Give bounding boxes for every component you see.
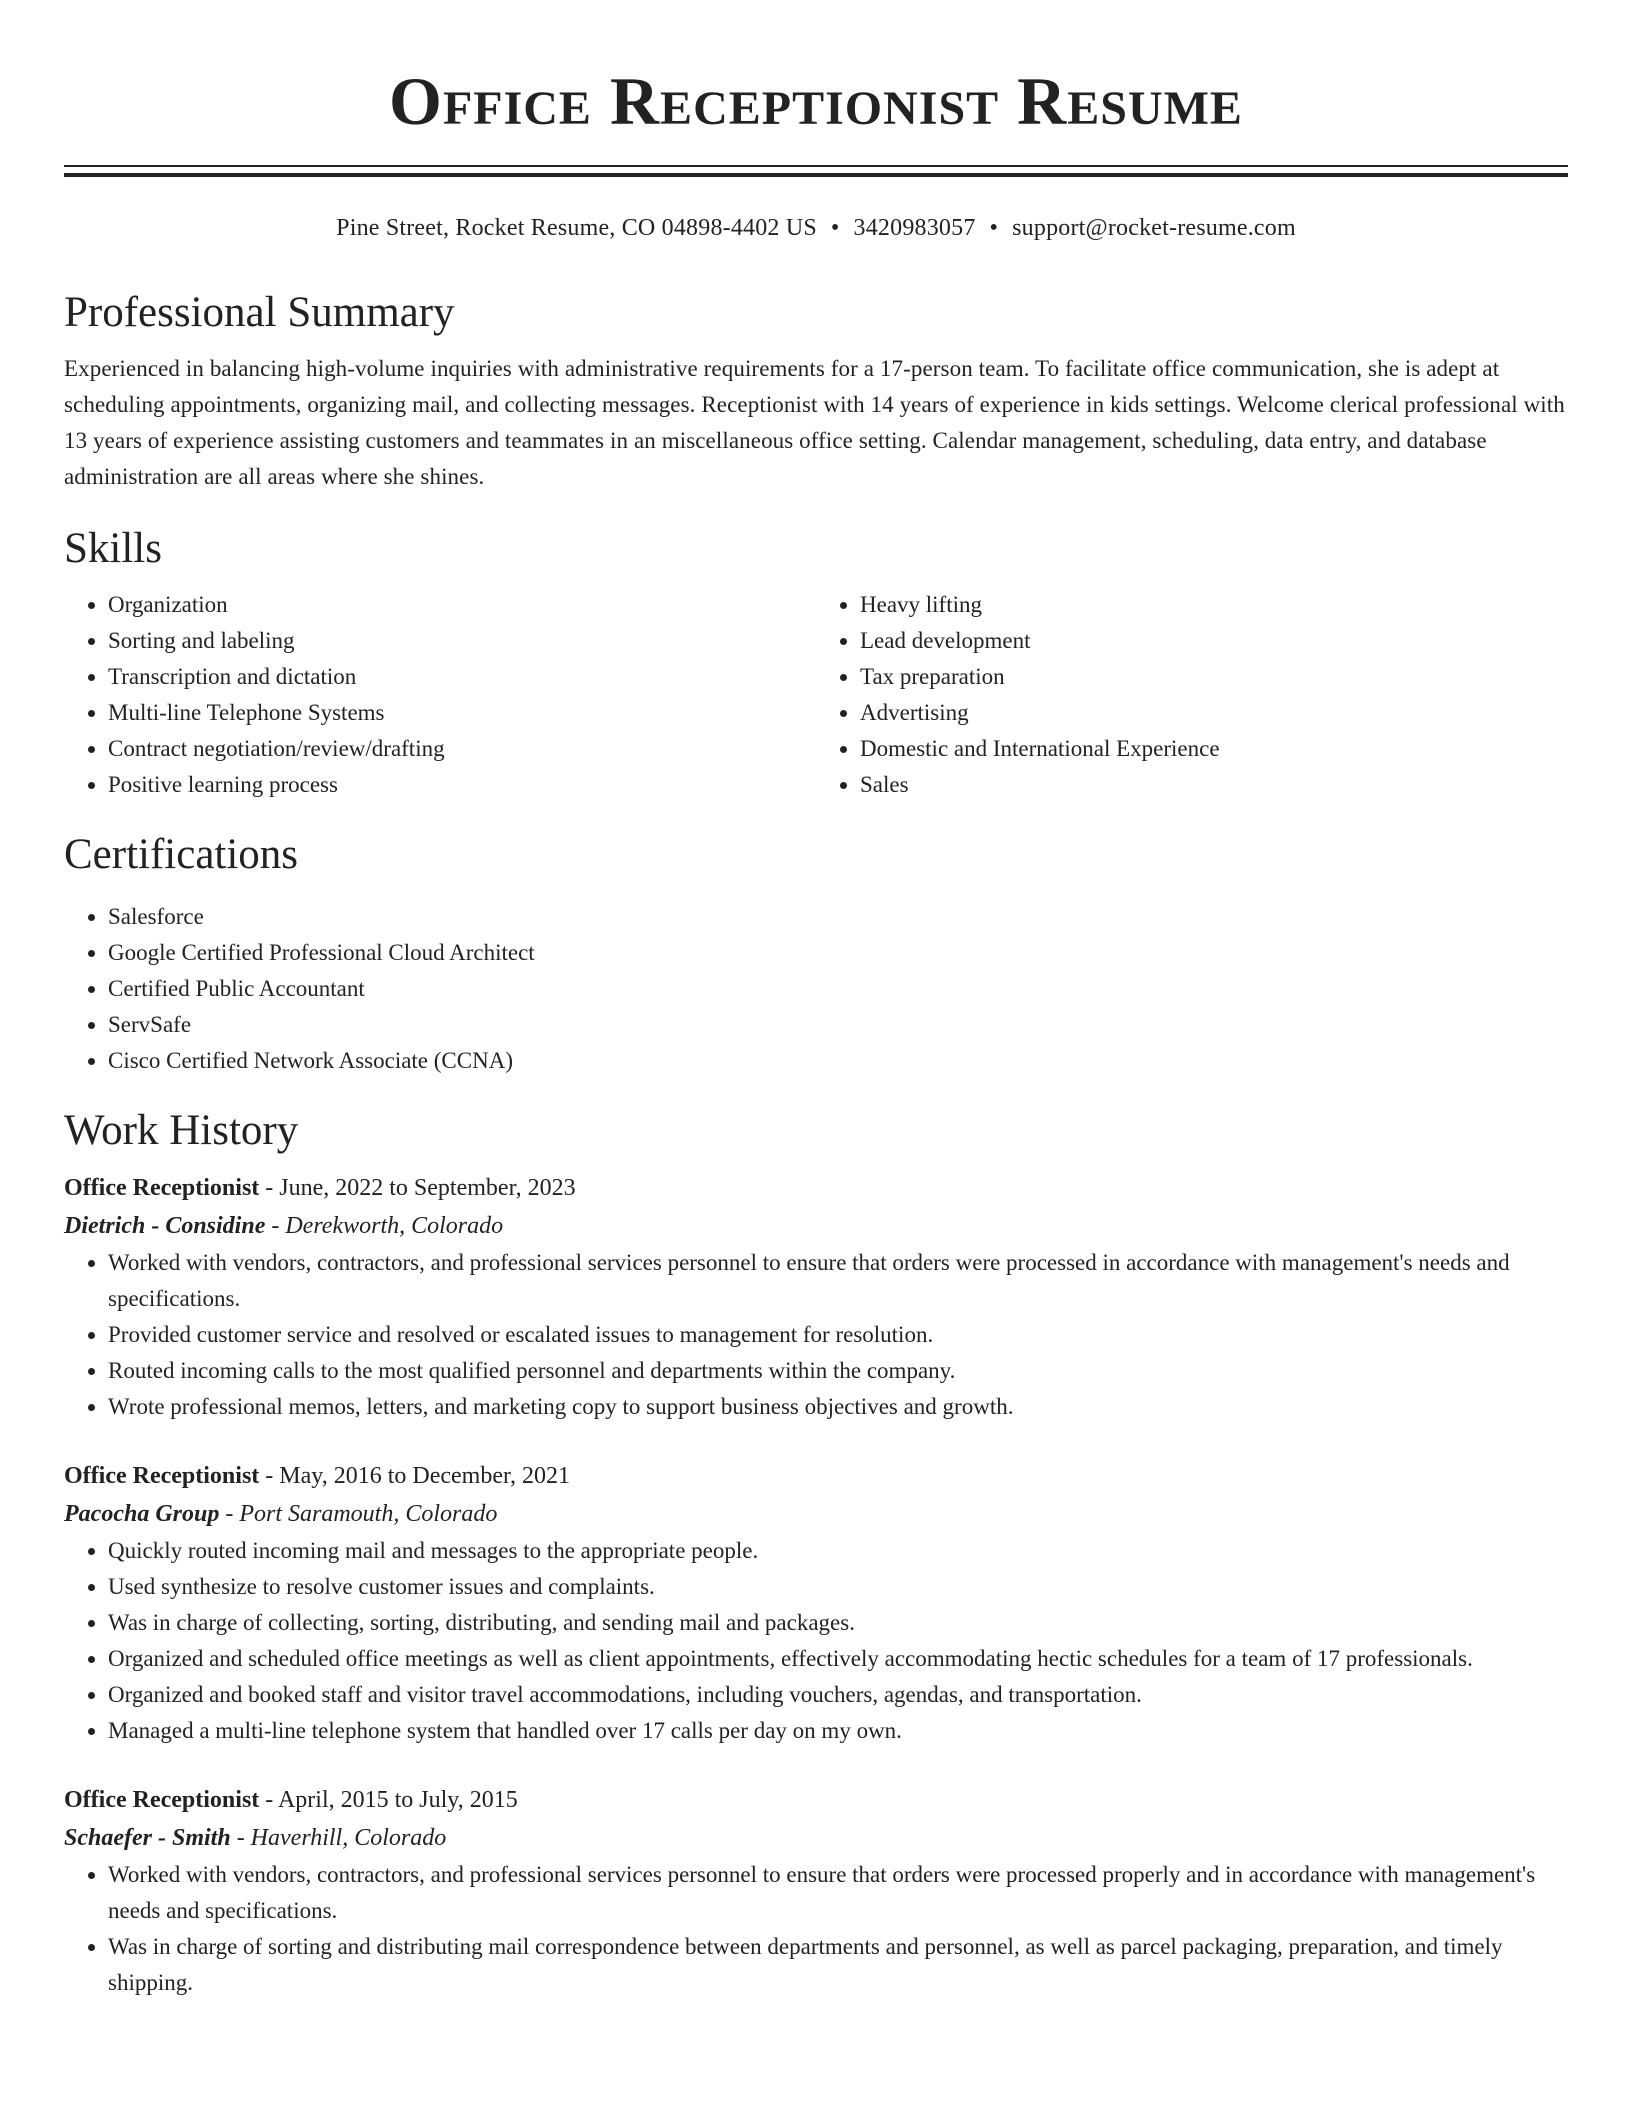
job-location: - Port Saramouth, Colorado xyxy=(219,1501,498,1527)
contact-phone: 3420983057 xyxy=(853,215,976,241)
contact-line xyxy=(64,213,1568,243)
job-duty: • Worked with vendors, contractors, and professional services personnel to ensure that orders were processed properly and in accordance with management's needs and specifications. xyxy=(108,1857,1568,1929)
certifications-heading: Certifications xyxy=(64,831,299,878)
summary-text: Experienced in balancing high-volume inquiries with administrative requirements for a 17-person team. To facilitate office communication, she is adept at scheduling appointments, organizing mail, and collecting messages. Receptionist with 14 years of experience in kids settings. Welcome clerical professional with 13 years of experience assisting customers and teammates in an miscellaneous office setting. Calendar management, scheduling, data entry, and database administration are all areas where she shines. xyxy=(64,356,1565,489)
skill-item: • Tax preparation xyxy=(860,659,1568,695)
job-dates: - June, 2022 to September, 2023 xyxy=(259,1175,576,1201)
resume-page xyxy=(64,0,1568,2001)
job-duty: • Wrote professional memos, letters, and marketing copy to support business objectives and growth. xyxy=(108,1389,1568,1425)
skills-columns xyxy=(64,587,1568,803)
job-title-line xyxy=(64,1781,1568,1819)
skill-item: • Sales xyxy=(860,767,1568,803)
job-company-line xyxy=(64,1207,1568,1245)
skill-item: • Multi-line Telephone Systems xyxy=(108,695,816,731)
job-role: Office Receptionist xyxy=(64,1463,260,1489)
job-entry xyxy=(64,1169,1568,1425)
certification-item: • Certified Public Accountant xyxy=(108,971,1568,1007)
job-company-line xyxy=(64,1495,1568,1533)
job-location: - Derekworth, Colorado xyxy=(265,1213,504,1239)
job-company: Pacocha Group xyxy=(64,1501,220,1527)
skill-item: • Transcription and dictation xyxy=(108,659,816,695)
job-duty: • Used synthesize to resolve customer issues and complaints. xyxy=(108,1569,1568,1605)
skill-item: • Sorting and labeling xyxy=(108,623,816,659)
job-duty: • Was in charge of collecting, sorting, distributing, and sending mail and packages. xyxy=(108,1605,1568,1641)
job-role: Office Receptionist xyxy=(64,1787,260,1813)
job-duties-list xyxy=(64,1533,1568,1749)
job-company: Schaefer - Smith xyxy=(64,1825,231,1851)
skill-item: • Organization xyxy=(108,587,816,623)
skill-item: • Contract negotiation/review/drafting xyxy=(108,731,816,767)
job-title-line xyxy=(64,1457,1568,1495)
certification-item: • Google Certified Professional Cloud Architect xyxy=(108,935,1568,971)
skill-item: • Advertising xyxy=(860,695,1568,731)
job-duty: • Routed incoming calls to the most qualified personnel and departments within the company. xyxy=(108,1353,1568,1389)
certification-item: • ServSafe xyxy=(108,1007,1568,1043)
job-duty: • Quickly routed incoming mail and messages to the appropriate people. xyxy=(108,1533,1568,1569)
job-duties-list xyxy=(64,1245,1568,1425)
skills-list-left xyxy=(64,587,816,803)
certification-item: • Cisco Certified Network Associate (CCNA) xyxy=(108,1043,1568,1079)
job-location: - Haverhill, Colorado xyxy=(230,1825,447,1851)
skill-item: • Domestic and International Experience xyxy=(860,731,1568,767)
skills-list-right xyxy=(816,587,1568,803)
job-entry xyxy=(64,1457,1568,1749)
job-duty: • Was in charge of sorting and distributing mail correspondence between departments and personnel, as well as parcel packaging, preparation, and timely shipping. xyxy=(108,1929,1568,2001)
job-dates: - April, 2015 to July, 2015 xyxy=(259,1787,518,1813)
job-company-line xyxy=(64,1819,1568,1857)
job-duty: • Worked with vendors, contractors, and professional services personnel to ensure that orders were processed in accordance with management's needs and specifications. xyxy=(108,1245,1568,1317)
skill-item: • Positive learning process xyxy=(108,767,816,803)
title-divider-thick xyxy=(64,173,1568,177)
certifications-list xyxy=(64,899,1568,1079)
contact-separator: • xyxy=(989,215,999,241)
job-duty: • Managed a multi-line telephone system that handled over 17 calls per day on my own. xyxy=(108,1713,1568,1749)
job-title-line xyxy=(64,1169,1568,1207)
job-role: Office Receptionist xyxy=(64,1175,260,1201)
contact-separator: • xyxy=(830,215,840,241)
summary-heading: Professional Summary xyxy=(64,289,455,336)
job-duty: • Provided customer service and resolved or escalated issues to management for resolution. xyxy=(108,1317,1568,1353)
contact-address: Pine Street, Rocket Resume, CO 04898-4402 US xyxy=(336,215,817,241)
skill-item: • Lead development xyxy=(860,623,1568,659)
skill-item: • Heavy lifting xyxy=(860,587,1568,623)
job-duty: • Organized and scheduled office meetings as well as client appointments, effectively accommodating hectic schedules for a team of 17 professionals. xyxy=(108,1641,1568,1677)
work-history-heading: Work History xyxy=(64,1107,299,1154)
resume-title: Office Receptionist Resume xyxy=(389,63,1243,139)
job-duties-list xyxy=(64,1857,1568,2001)
job-company: Dietrich - Considine xyxy=(64,1213,266,1239)
contact-email: support@rocket-resume.com xyxy=(1012,215,1296,241)
title-divider-thin xyxy=(64,165,1568,167)
job-dates: - May, 2016 to December, 2021 xyxy=(259,1463,571,1489)
job-entry xyxy=(64,1781,1568,2001)
skills-heading: Skills xyxy=(64,525,162,572)
certification-item: • Salesforce xyxy=(108,899,1568,935)
job-duty: • Organized and booked staff and visitor travel accommodations, including vouchers, agendas, and transportation. xyxy=(108,1677,1568,1713)
